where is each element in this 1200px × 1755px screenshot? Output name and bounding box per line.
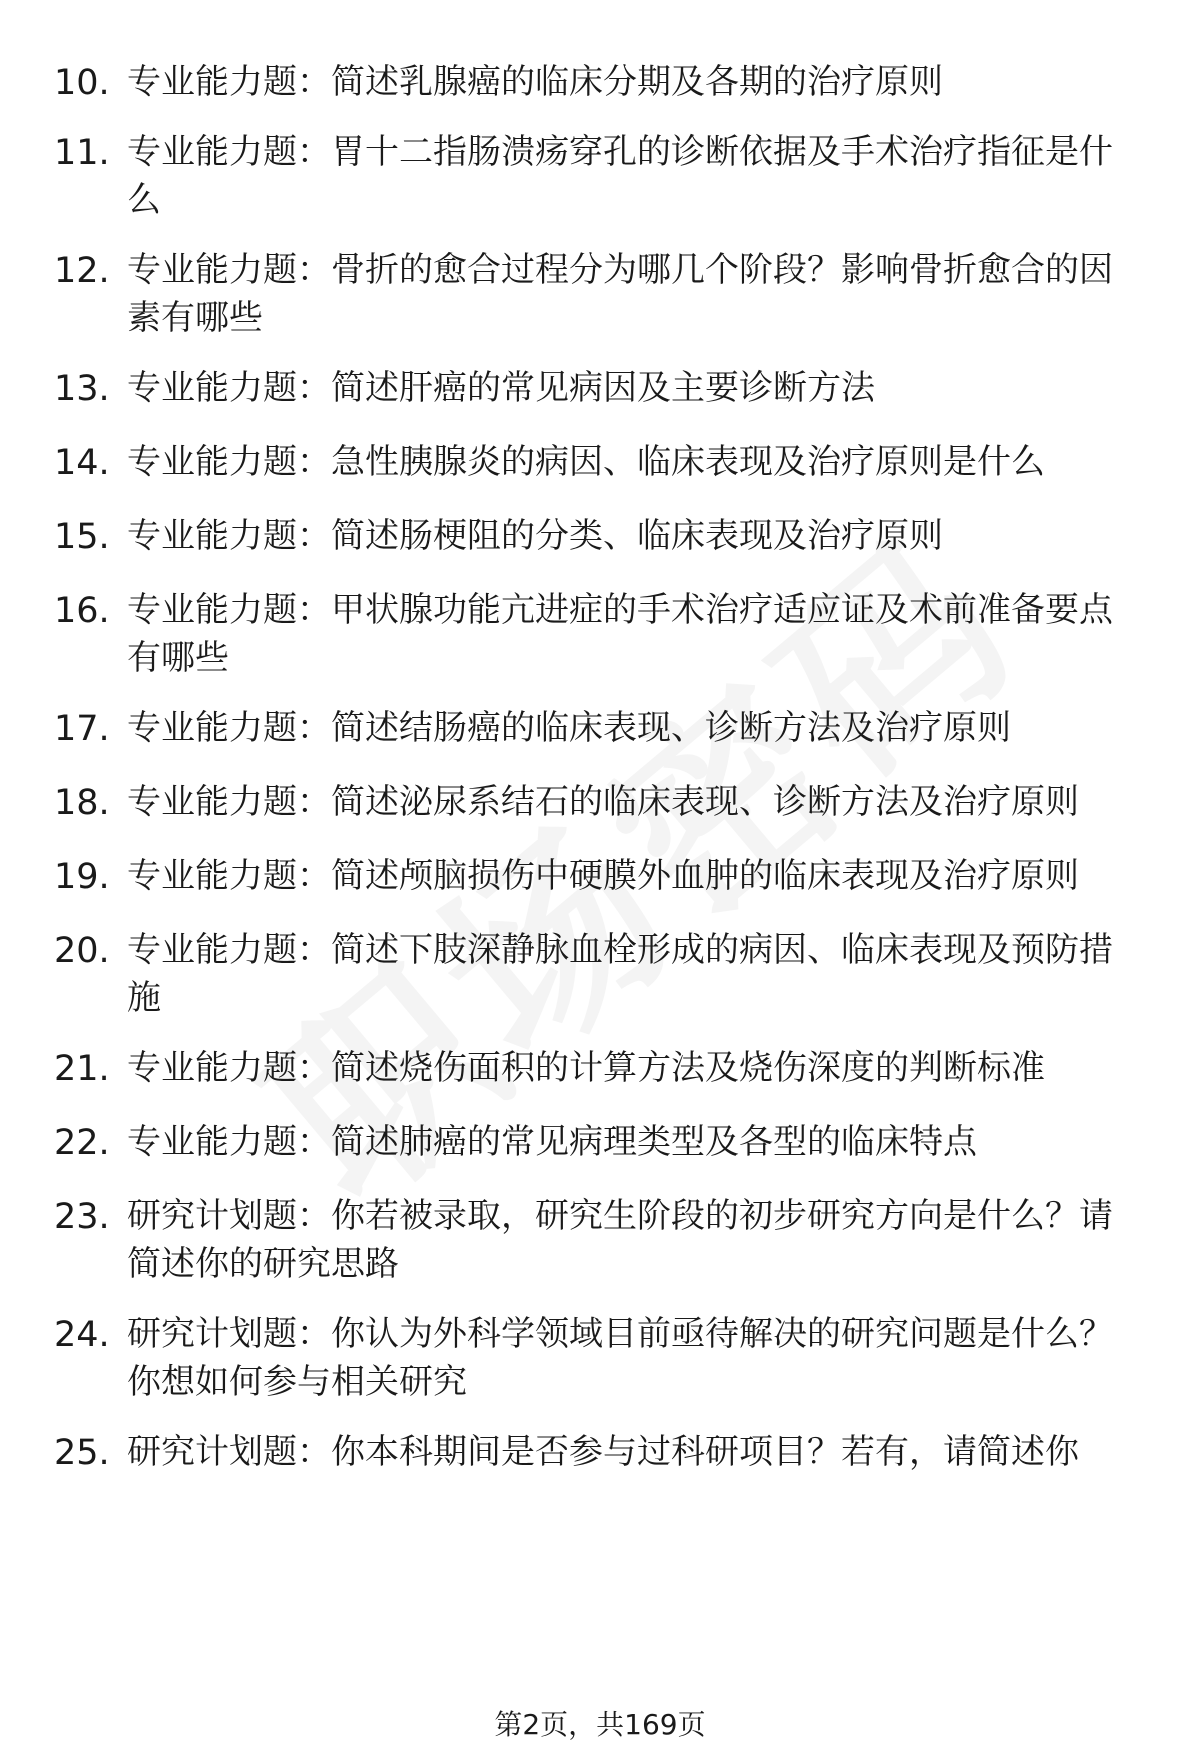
page-number-footer: 第2页，共169页 [494,1708,706,1741]
question-number: 13. [54,369,110,409]
question-number: 19. [54,857,110,897]
question-text: 研究计划题：你认为外科学领域目前亟待解决的研究问题是什么？你想如何参与相关研究 [127,1314,1113,1402]
question-number: 10. [54,63,110,103]
question-text: 专业能力题：简述肠梗阻的分类、临床表现及治疗原则 [127,516,943,556]
question-text: 专业能力题：骨折的愈合过程分为哪几个阶段？影响骨折愈合的因素有哪些 [127,250,1113,338]
question-number: 25. [54,1433,110,1473]
question-text: 专业能力题：简述泌尿系结石的临床表现、诊断方法及治疗原则 [127,782,1079,822]
question-text: 专业能力题：简述肝癌的常见病因及主要诊断方法 [127,368,875,408]
question-text: 专业能力题：胃十二指肠溃疡穿孔的诊断依据及手术治疗指征是什么 [127,132,1113,220]
question-number: 12. [54,251,110,291]
question-text: 专业能力题：简述结肠癌的临床表现、诊断方法及治疗原则 [127,708,1011,748]
question-text: 专业能力题：简述肺癌的常见病理类型及各型的临床特点 [127,1122,977,1162]
question-number: 16. [54,591,110,631]
question-number: 23. [54,1197,110,1237]
question-text: 专业能力题：简述下肢深静脉血栓形成的病因、临床表现及预防措施 [127,930,1113,1018]
question-text: 研究计划题：你若被录取，研究生阶段的初步研究方向是什么？请简述你的研究思路 [127,1196,1113,1284]
question-number: 15. [54,517,110,557]
question-text: 专业能力题：甲状腺功能亢进症的手术治疗适应证及术前准备要点有哪些 [127,590,1113,678]
question-number: 20. [54,931,110,971]
question-text: 专业能力题：简述烧伤面积的计算方法及烧伤深度的判断标准 [127,1048,1045,1088]
question-number: 21. [54,1049,110,1089]
question-number: 11. [54,133,110,173]
question-number: 14. [54,443,110,483]
question-number: 22. [54,1123,110,1163]
question-text: 研究计划题：你本科期间是否参与过科研项目？若有，请简述你 [127,1432,1079,1472]
question-number: 18. [54,783,110,823]
question-number: 24. [54,1315,110,1355]
question-text: 专业能力题：简述颅脑损伤中硬膜外血肿的临床表现及治疗原则 [127,856,1079,896]
question-number: 17. [54,709,110,749]
question-text: 专业能力题：简述乳腺癌的临床分期及各期的治疗原则 [127,62,943,102]
question-text: 专业能力题：急性胰腺炎的病因、临床表现及治疗原则是什么 [127,442,1045,482]
